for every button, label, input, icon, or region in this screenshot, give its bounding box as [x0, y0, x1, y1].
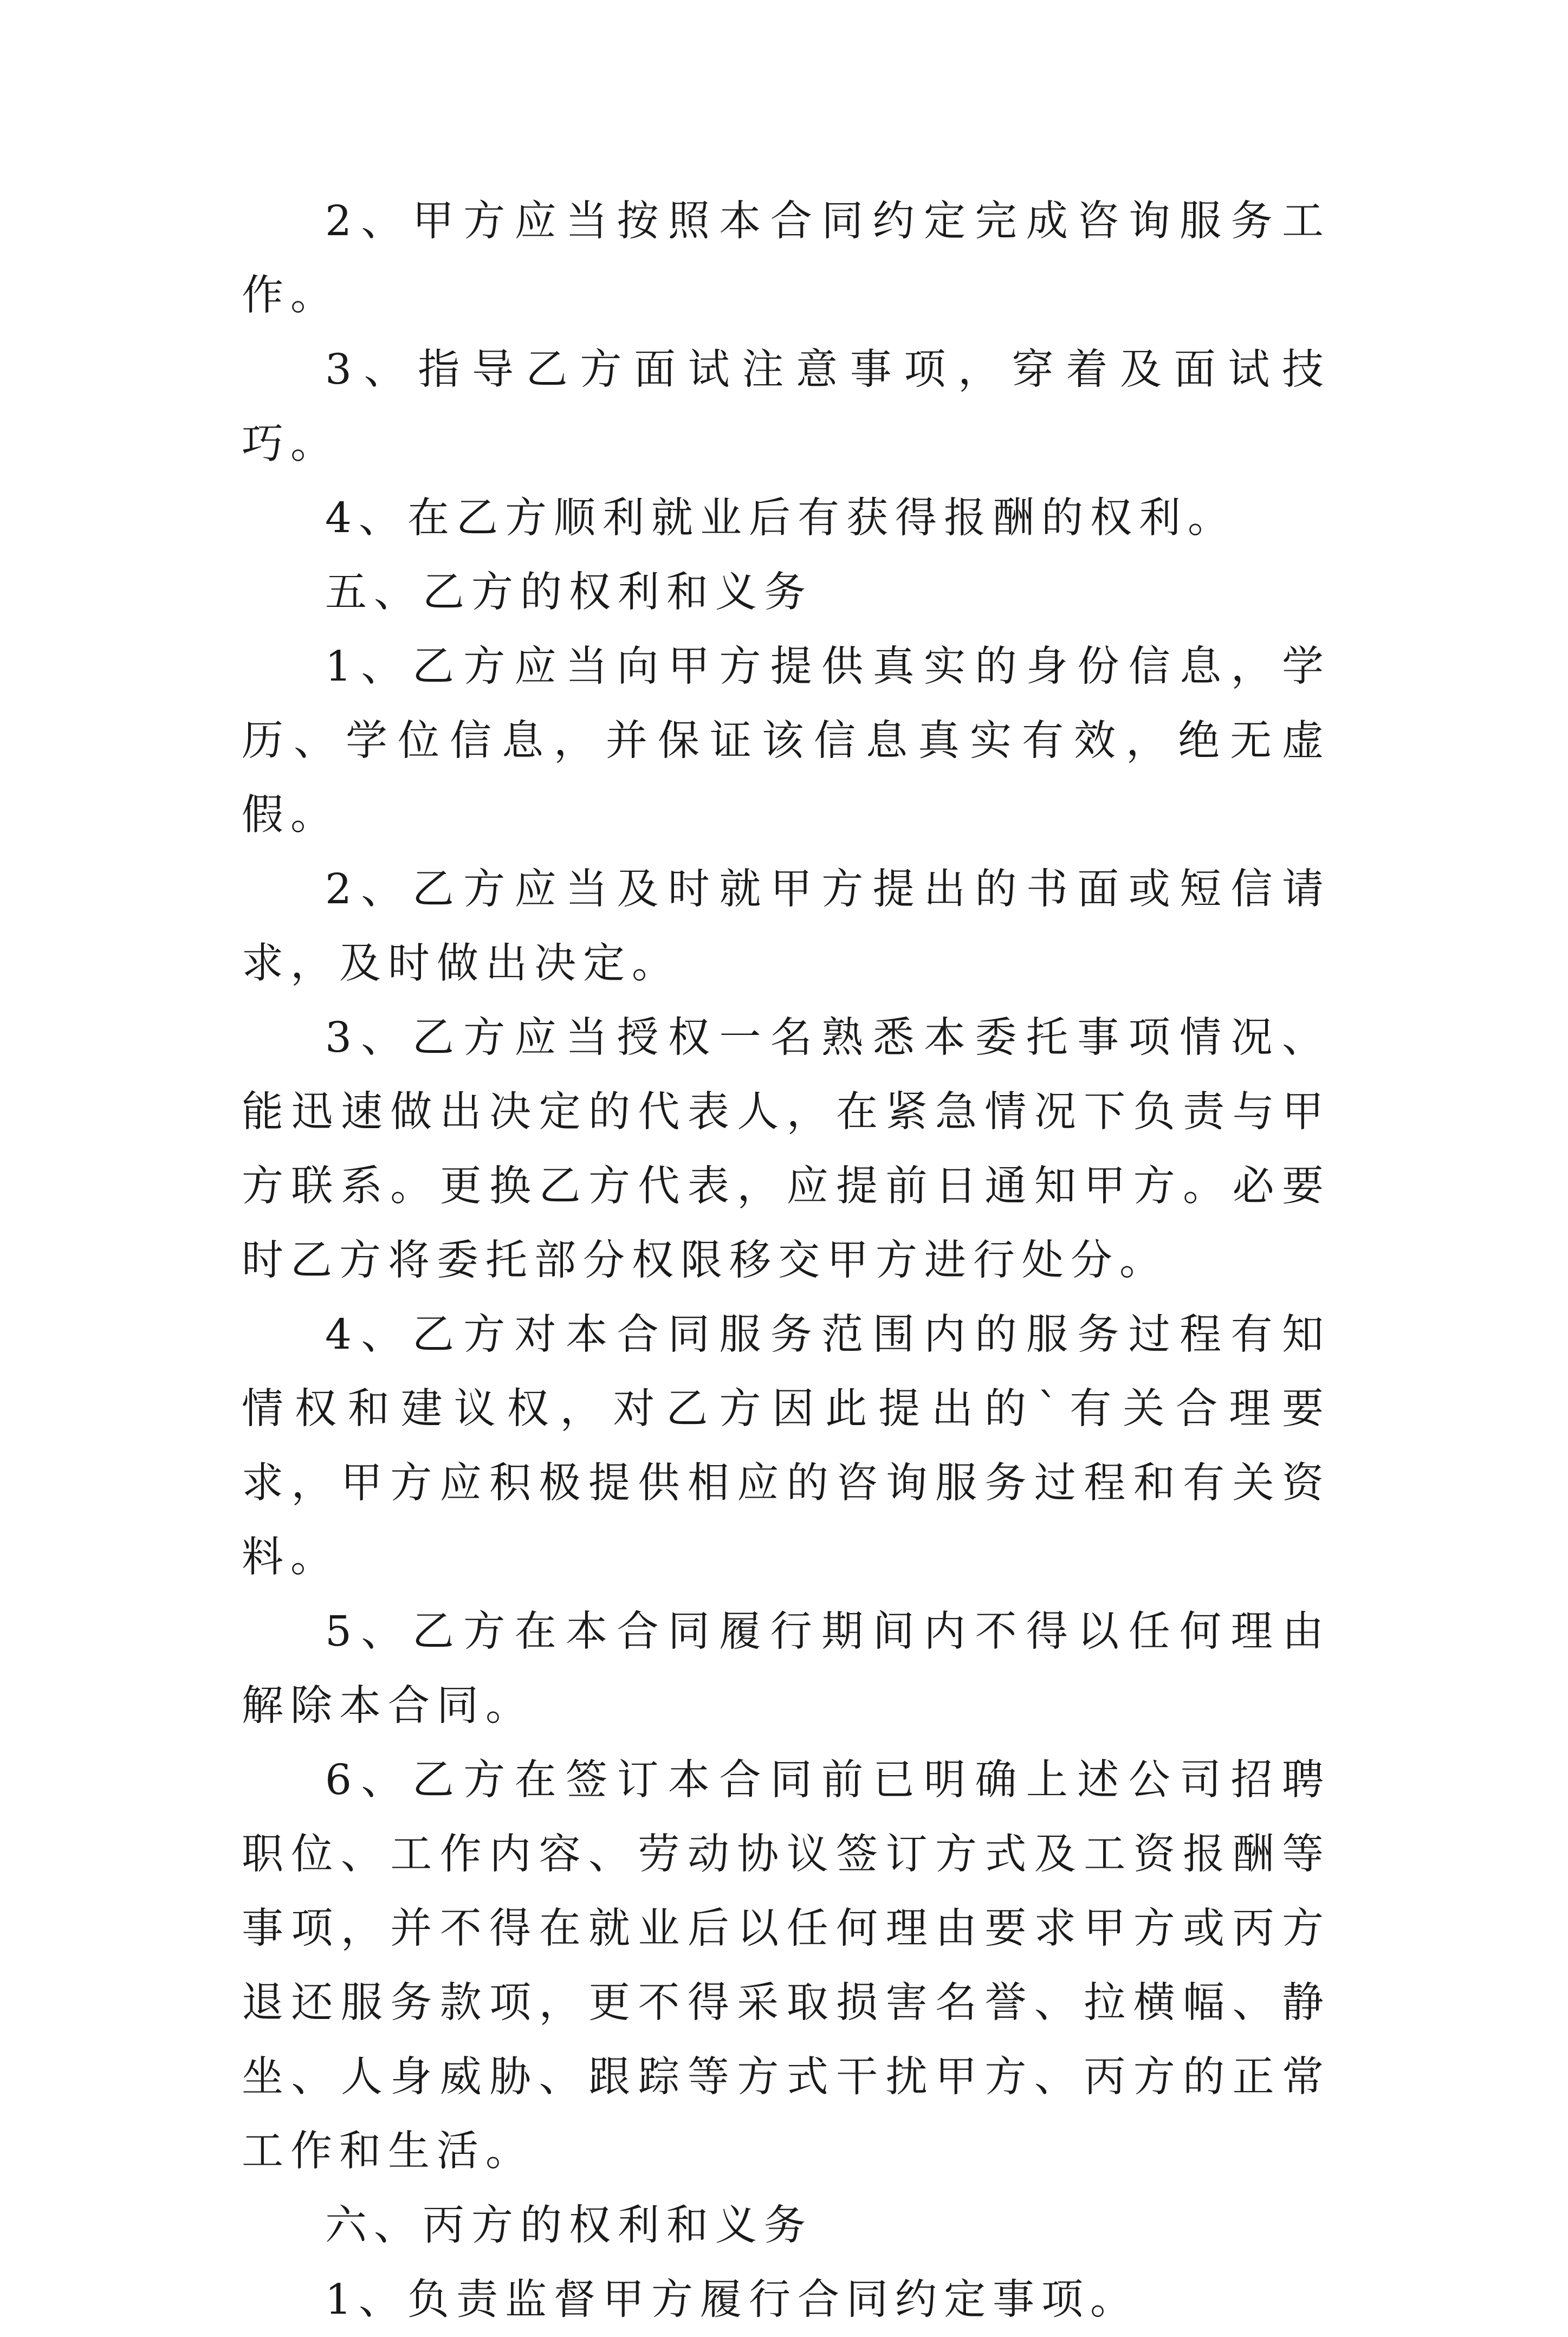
clause-paragraph: 3、乙方应当授权一名熟悉本委托事项情况、能迅速做出决定的代表人，在紧急情况下负责与甲方联系。更换乙方代表，应提前日通知甲方。必要时乙方将委托部分权限移交甲方进行处分。	[242, 1014, 1331, 1285]
clause-paragraph: 1、乙方应当向甲方提供真实的身份信息，学历、学位信息，并保证该信息真实有效，绝无虚假。	[242, 643, 1331, 839]
clause-paragraph: 6、乙方在签订本合同前已明确上述公司招聘职位、工作内容、劳动协议签订方式及工资报酬等事项，并不得在就业后以任何理由要求甲方或丙方退还服务款项，更不得采取损害名誉、拉横幅、静坐、人身威胁、跟踪等方式干扰甲方、丙方的正常工作和生活。	[242, 1756, 1331, 2176]
clause-paragraph: 2、甲方应当按照本合同约定完成咨询服务工作。	[242, 197, 1331, 320]
clause-paragraph: 4、在乙方顺利就业后有获得报酬的权利。	[325, 494, 1236, 542]
section-heading: 六、丙方的权利和义务	[325, 2202, 813, 2250]
clause-paragraph: 1、负责监督甲方履行合同约定事项。	[325, 2276, 1139, 2324]
section-heading: 五、乙方的权利和义务	[325, 568, 813, 617]
clause-paragraph: 5、乙方在本合同履行期间内不得以任何理由解除本合同。	[242, 1608, 1331, 1730]
clause-paragraph: 4、乙方对本合同服务范围内的服务过程有知情权和建议权，对乙方因此提出的`有关合理要求，甲方应积极提供相应的咨询服务过程和有关资料。	[242, 1311, 1331, 1582]
clause-paragraph: 2、乙方应当及时就甲方提出的书面或短信请求，及时做出决定。	[242, 865, 1331, 988]
contract-body	[242, 184, 1331, 2337]
clause-paragraph: 3、指导乙方面试注意事项，穿着及面试技巧。	[242, 346, 1331, 468]
